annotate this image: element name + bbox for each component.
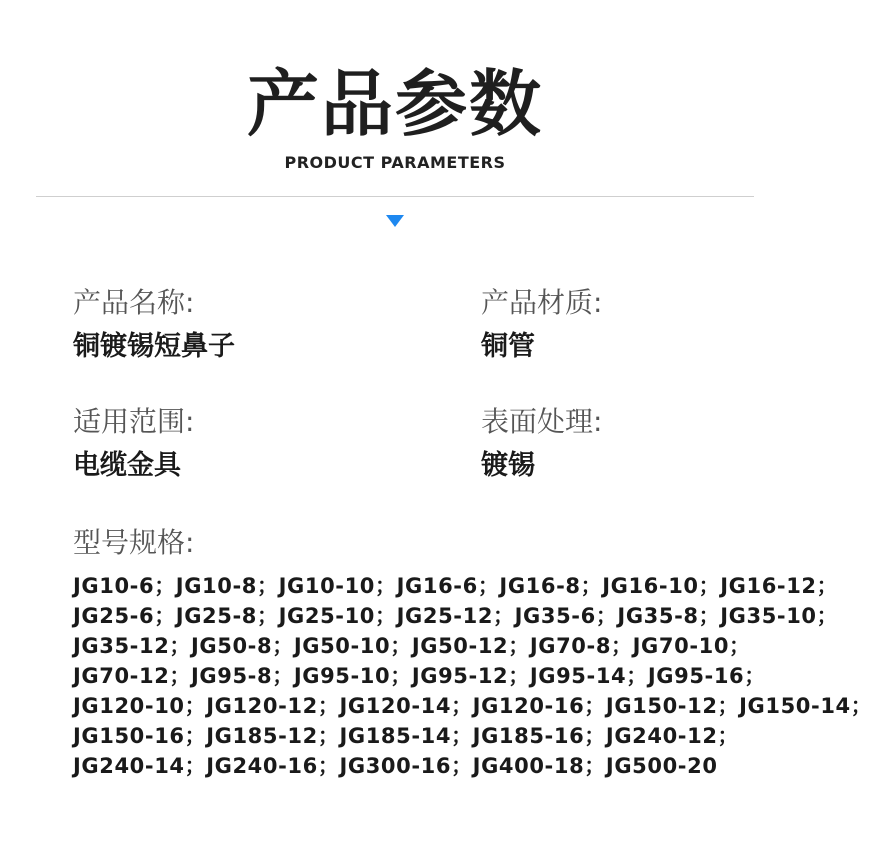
model-spec-line: JG35-12；JG50-8；JG50-10；JG50-12；JG70-8；JG70-10； xyxy=(73,634,751,658)
surface-treatment-label: 表面处理: xyxy=(481,405,603,438)
product-material-value: 铜管 xyxy=(481,331,535,362)
model-spec-label: 型号规格: xyxy=(73,526,195,559)
product-name-label: 产品名称: xyxy=(73,286,195,319)
model-spec-list xyxy=(73,571,872,781)
product-material-label: 产品材质: xyxy=(481,286,603,319)
product-name-value: 铜镀锡短鼻子 xyxy=(73,331,235,362)
model-spec-line: JG120-10；JG120-12；JG120-14；JG120-16；JG150-12；JG150-14； xyxy=(73,694,872,718)
model-spec-line: JG25-6；JG25-8；JG25-10；JG25-12；JG35-6；JG35-8；JG35-10； xyxy=(73,604,839,628)
application-scope-label: 适用范围: xyxy=(73,405,195,438)
model-spec-line: JG10-6；JG10-8；JG10-10；JG16-6；JG16-8；JG16-10；JG16-12； xyxy=(73,574,839,598)
page-title: 产品参数 xyxy=(246,62,543,146)
model-spec-line: JG70-12；JG95-8；JG95-10；JG95-12；JG95-14；JG95-16； xyxy=(73,664,766,688)
section-divider xyxy=(36,196,754,197)
model-spec-line: JG240-14；JG240-16；JG300-16；JG400-18；JG500-20 xyxy=(73,754,718,778)
triangle-down-icon xyxy=(386,215,404,227)
application-scope-value: 电缆金具 xyxy=(73,450,181,481)
model-spec-line: JG150-16；JG185-12；JG185-14；JG185-16；JG240-12； xyxy=(73,724,740,748)
surface-treatment-value: 镀锡 xyxy=(481,450,535,481)
page-subtitle: PRODUCT PARAMETERS xyxy=(284,153,506,172)
